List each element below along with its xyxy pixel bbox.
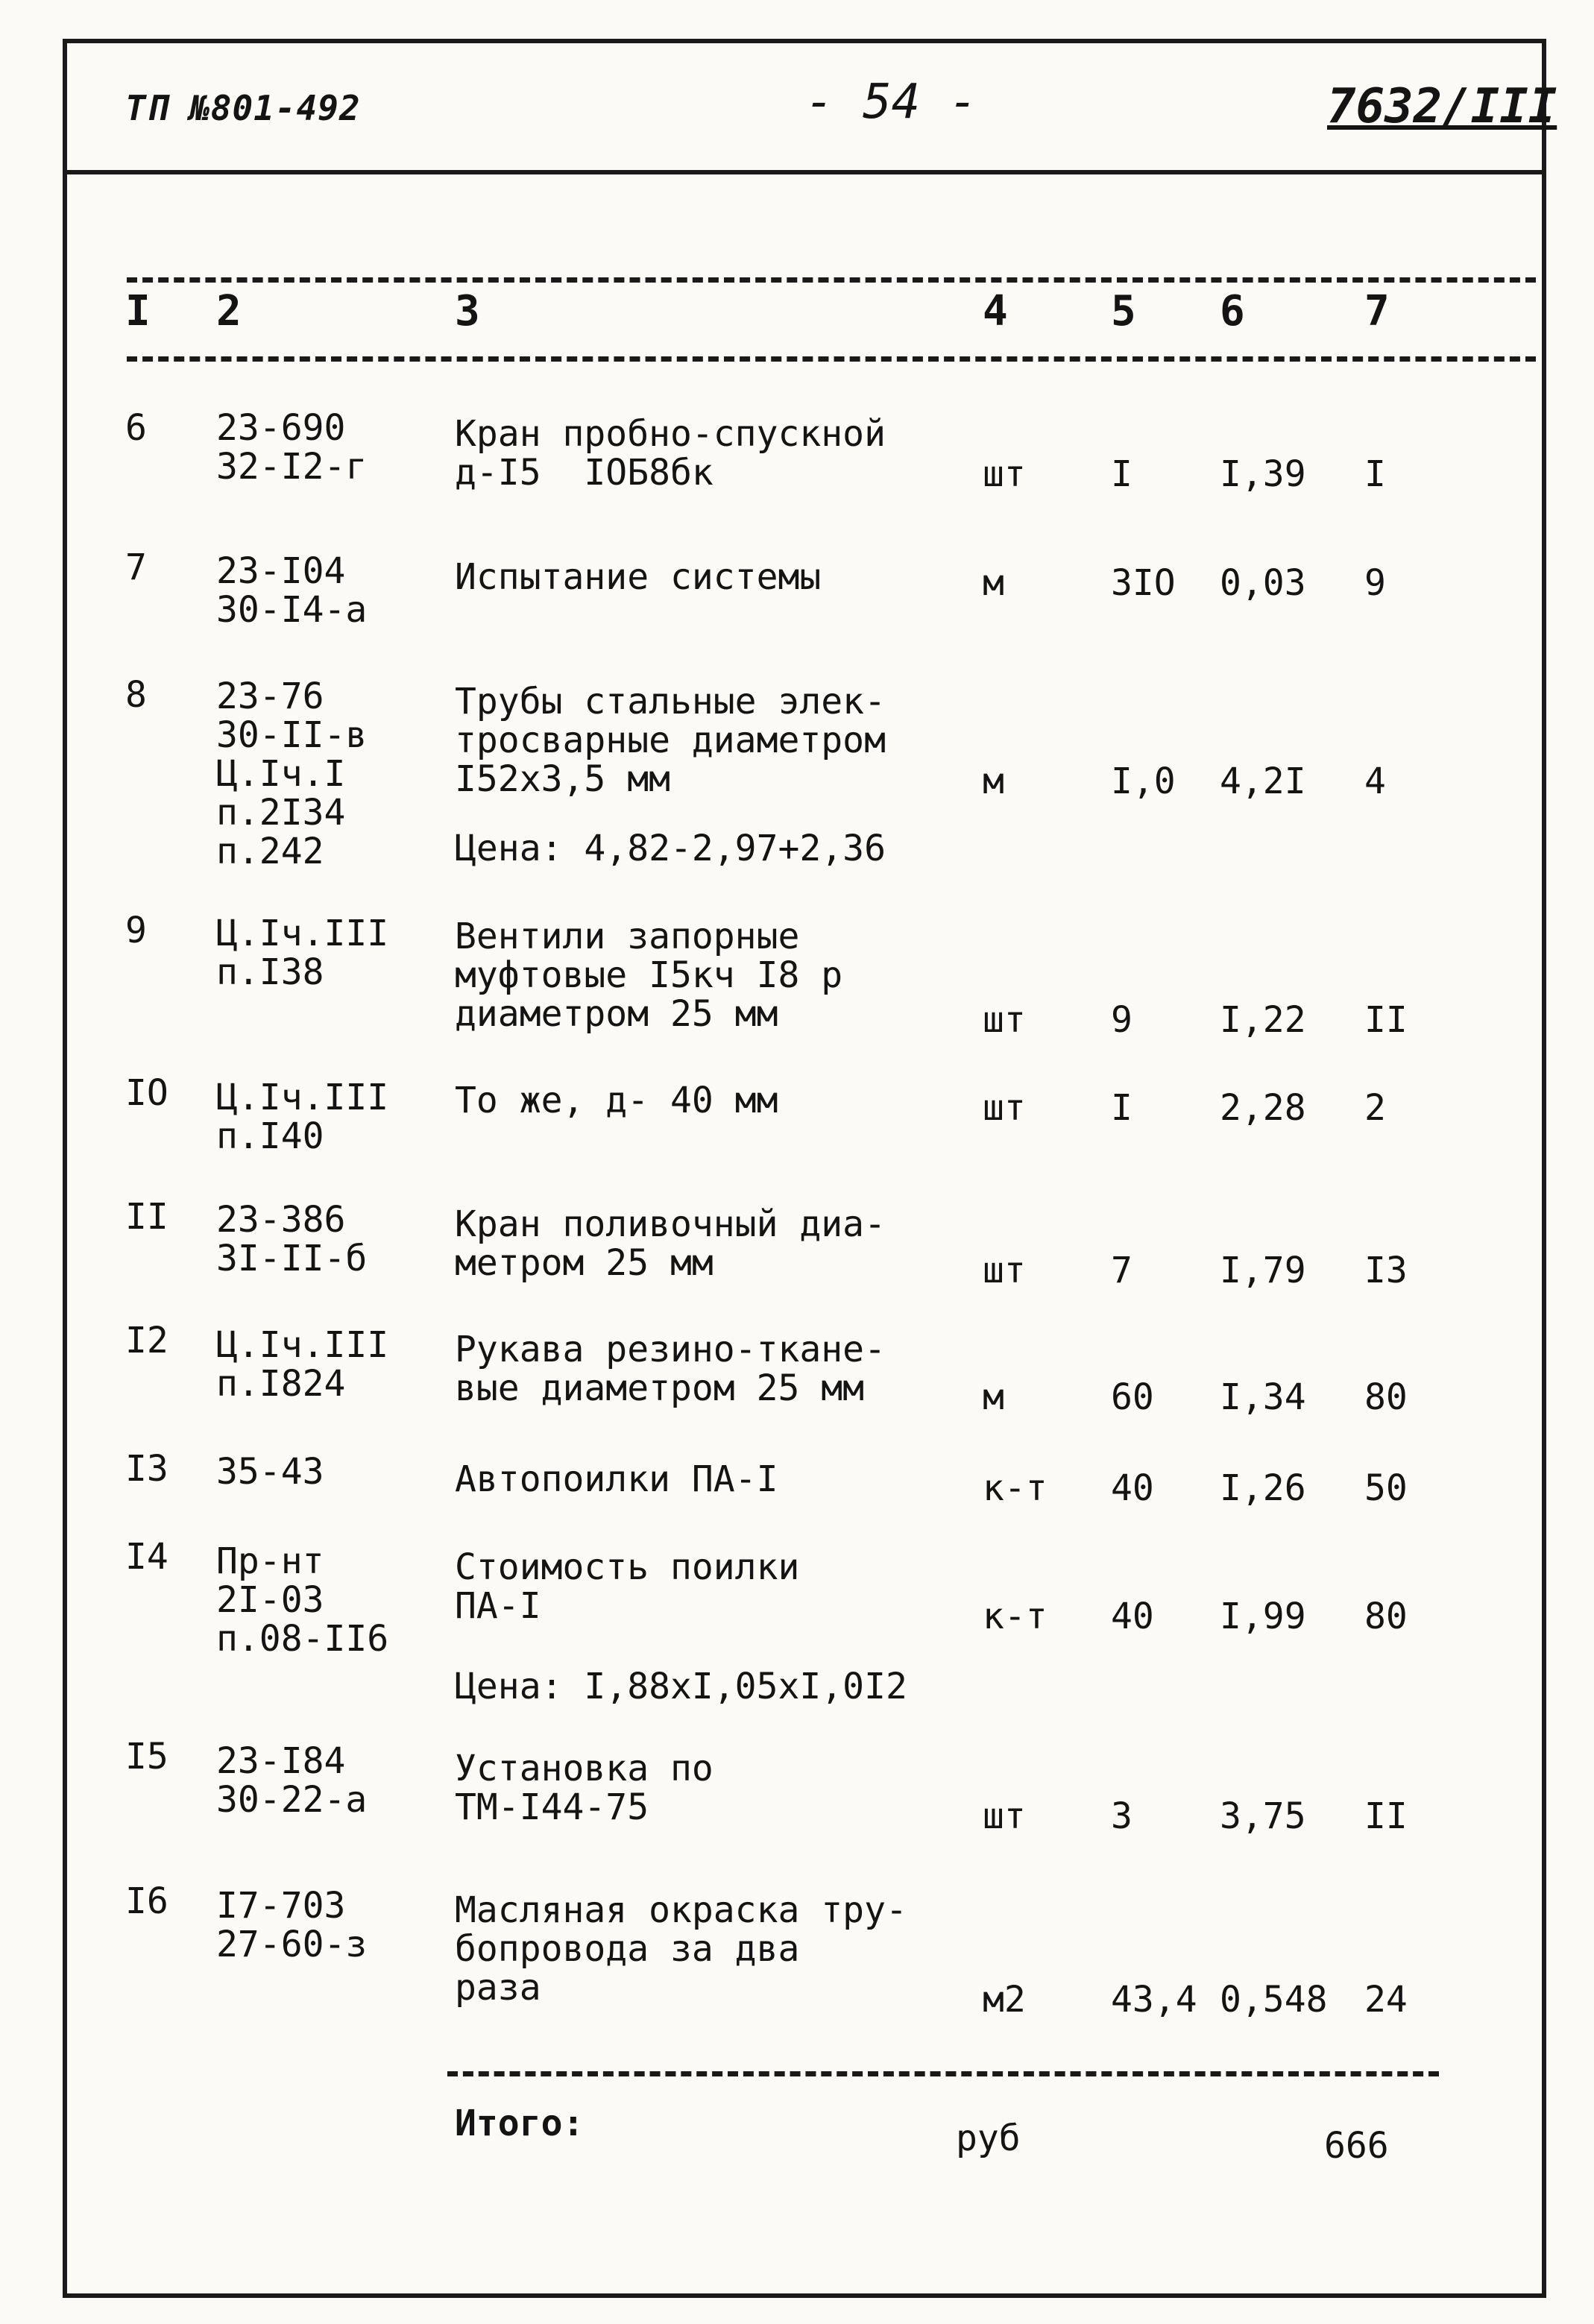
row-unit: шт <box>983 1087 1026 1129</box>
row-number: 8 <box>125 674 147 716</box>
table-top-dashes <box>127 277 1536 283</box>
row-code: 23-76 30-II-в Ц.Iч.I п.2I34 п.242 <box>216 676 368 872</box>
row-price: 0,548 <box>1220 1979 1328 2021</box>
sheet-reference: 7632/III <box>1327 79 1557 134</box>
page-number: - 54 - <box>805 75 978 130</box>
column-header-3: 3 <box>455 287 480 336</box>
row-number: I3 <box>125 1448 168 1490</box>
row-number: I4 <box>125 1536 168 1578</box>
row-description: Вентили запорные муфтовые I5кч I8 р диаметром 25 мм <box>455 916 843 1035</box>
row-price-note: Цена: I,88хI,05хI,0I2 <box>455 1666 907 1707</box>
row-unit: к-т <box>983 1596 1048 1637</box>
row-price: I,79 <box>1220 1250 1306 1291</box>
row-price: I,22 <box>1220 999 1306 1041</box>
column-header-2: 2 <box>216 287 242 336</box>
row-code: Ц.Iч.III п.I38 <box>216 913 389 993</box>
row-total: II <box>1364 1795 1408 1837</box>
row-description: Кран пробно-спускной д-I5 IОБ8бк <box>455 413 886 494</box>
row-code: Ц.Iч.III п.I40 <box>216 1077 389 1157</box>
row-total: 80 <box>1364 1596 1408 1637</box>
total-divider-dashes <box>447 2071 1439 2076</box>
row-price: I,39 <box>1220 453 1306 495</box>
row-quantity: I,0 <box>1111 761 1176 802</box>
row-number: 7 <box>125 547 147 588</box>
row-total: II <box>1364 999 1408 1041</box>
row-number: 9 <box>125 910 147 951</box>
row-description: Стоимость поилки ПА-I <box>455 1546 800 1627</box>
row-number: I2 <box>125 1320 168 1361</box>
row-unit: м <box>983 761 1004 802</box>
row-quantity: 40 <box>1111 1467 1154 1509</box>
total-unit: руб <box>956 2117 1021 2159</box>
row-description: Масляная окраска тру- бопровода за два раза <box>455 1889 907 2009</box>
row-unit: шт <box>983 999 1026 1041</box>
row-number: II <box>125 1196 168 1238</box>
row-description: Автопоилки ПА-I <box>455 1458 778 1500</box>
row-quantity: I <box>1111 453 1133 495</box>
row-unit: м <box>983 562 1004 604</box>
row-number: 6 <box>125 407 147 449</box>
row-quantity: 43,4 <box>1111 1979 1197 2021</box>
row-description: Установка по ТМ-I44-75 <box>455 1748 713 1828</box>
row-quantity: 60 <box>1111 1376 1154 1418</box>
header-divider <box>63 170 1546 174</box>
total-label: Итого: <box>455 2103 585 2144</box>
document-code: ТП №801-492 <box>125 88 361 128</box>
row-unit: м2 <box>983 1979 1026 2021</box>
row-code: 35-43 <box>216 1451 324 1493</box>
row-price: 4,2I <box>1220 761 1306 802</box>
row-total: 80 <box>1364 1376 1408 1418</box>
row-total: I3 <box>1364 1250 1408 1291</box>
row-number: IО <box>125 1072 168 1114</box>
table-head-dashes <box>127 356 1536 362</box>
row-total: 9 <box>1364 562 1386 604</box>
row-total: 2 <box>1364 1087 1386 1129</box>
row-price: 2,28 <box>1220 1087 1306 1129</box>
row-code: Ц.Iч.III п.I824 <box>216 1324 389 1405</box>
row-quantity: 9 <box>1111 999 1133 1041</box>
row-description: Кран поливочный диа- метром 25 мм <box>455 1203 886 1284</box>
row-total: 24 <box>1364 1979 1408 2021</box>
row-unit: к-т <box>983 1467 1048 1509</box>
column-header-1: I <box>125 287 151 336</box>
row-code: 23-690 32-I2-г <box>216 407 368 488</box>
row-price: 0,03 <box>1220 562 1306 604</box>
row-quantity: 3IО <box>1111 562 1176 604</box>
row-price-note: Цена: 4,82-2,97+2,36 <box>455 828 886 869</box>
row-total: 4 <box>1364 761 1386 802</box>
row-price: I,34 <box>1220 1376 1306 1418</box>
row-unit: м <box>983 1376 1004 1418</box>
row-number: I6 <box>125 1880 168 1922</box>
column-header-5: 5 <box>1111 287 1136 336</box>
row-total: 50 <box>1364 1467 1408 1509</box>
row-unit: шт <box>983 453 1026 495</box>
row-code: 23-386 3I-II-б <box>216 1199 368 1279</box>
row-quantity: 40 <box>1111 1596 1154 1637</box>
row-description: Испытание системы <box>455 556 822 598</box>
row-price: I,99 <box>1220 1596 1306 1637</box>
row-description: То же, д- 40 мм <box>455 1080 778 1121</box>
row-number: I5 <box>125 1736 168 1777</box>
row-code: I7-703 27-60-з <box>216 1885 368 1965</box>
row-description: Трубы стальные элек- тросварные диаметром I52х3,5 мм <box>455 681 886 800</box>
row-code: 23-I04 30-I4-а <box>216 550 368 631</box>
column-header-6: 6 <box>1220 287 1245 336</box>
row-total: I <box>1364 453 1386 495</box>
row-quantity: 3 <box>1111 1795 1133 1837</box>
row-quantity: I <box>1111 1087 1133 1129</box>
row-unit: шт <box>983 1795 1026 1837</box>
row-quantity: 7 <box>1111 1250 1133 1291</box>
total-amount: 666 <box>1324 2125 1389 2167</box>
row-code: Пр-нт 2I-03 п.08-II6 <box>216 1540 389 1660</box>
column-header-4: 4 <box>983 287 1008 336</box>
row-code: 23-I84 30-22-а <box>216 1740 368 1821</box>
row-unit: шт <box>983 1250 1026 1291</box>
row-price: I,26 <box>1220 1467 1306 1509</box>
row-price: 3,75 <box>1220 1795 1306 1837</box>
row-description: Рукава резино-ткане- вые диаметром 25 мм <box>455 1329 886 1409</box>
column-header-7: 7 <box>1364 287 1390 336</box>
